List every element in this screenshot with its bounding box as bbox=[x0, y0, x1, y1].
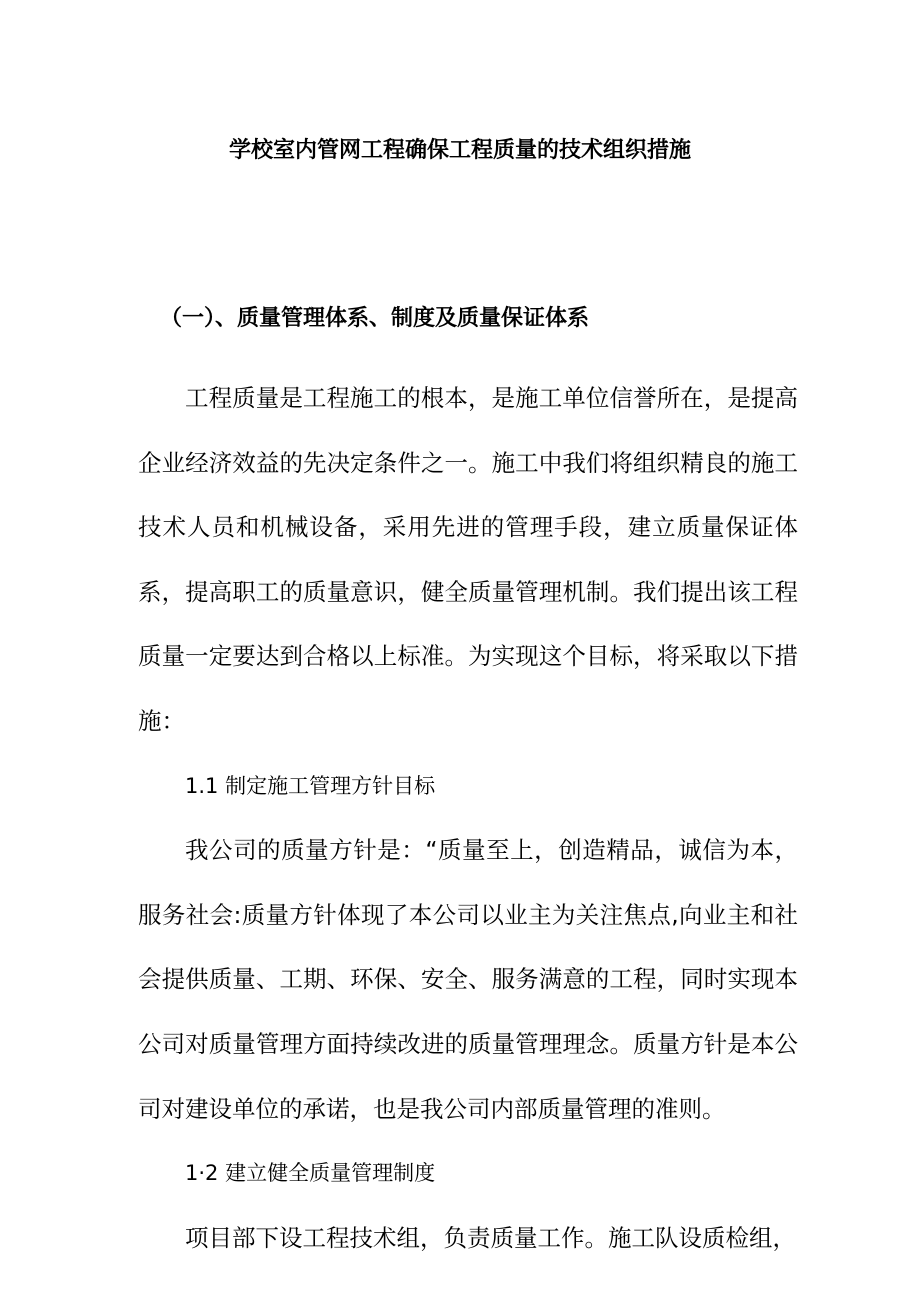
paragraph-quality-intro: 工程质量是工程施工的根本，是施工单位信誉所在，是提高企业经济效益的先决定条件之一。施工中我们将组织精良的施工技术人员和机械设备，采用先进的管理手段，建立质量保证体系，提高职工的质量意识，健全质量管理机制。我们提出该工程质量一定要达到合格以上标准。为实现这个目标，将采取以下措施： bbox=[138, 384, 798, 735]
document-body bbox=[138, 366, 798, 1270]
paragraph-tech-group: 项目部下设工程技术组，负责质量工作。施工队设质检组， bbox=[185, 1223, 796, 1252]
subheading-1-1: 1.1 制定施工管理方针目标 bbox=[185, 773, 436, 798]
document-title: 学校室内管网工程确保工程质量的技术组织措施 bbox=[228, 138, 691, 163]
subheading-1-2: 1·2 建立健全质量管理制度 bbox=[185, 1161, 436, 1186]
section-heading: （一）、质量管理体系、制度及质量保证体系 bbox=[160, 306, 590, 331]
paragraph-quality-policy: 我公司的质量方针是：“质量至上，创造精品，诚信为本，服务社会:质量方针体现了本公司以业主为关注焦点,向业主和社会提供质量、工期、环保、安全、服务满意的工程，同时实现本公司对质量管理方面持续改进的质量管理理念。质量方针是本公司对建设单位的承诺，也是我公司内部质量管理的准则。 bbox=[138, 836, 798, 1123]
